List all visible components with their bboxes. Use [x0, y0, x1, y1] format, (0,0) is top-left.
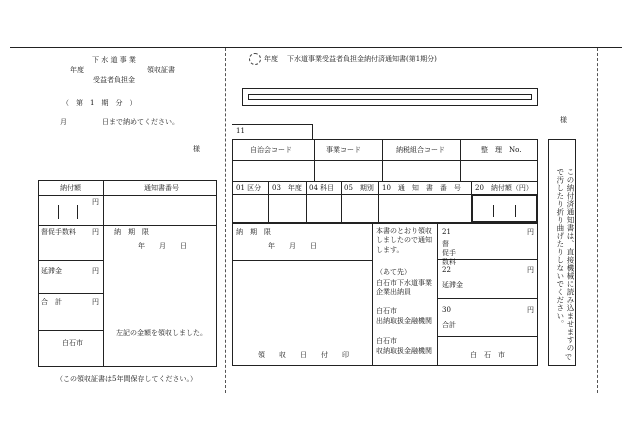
notice-c21-label: 督 促手数料 — [442, 240, 456, 267]
notice-field-11: 11 — [236, 127, 245, 135]
receipt-honorific: 様 — [193, 145, 200, 153]
notice-c30: 30 — [442, 306, 451, 314]
notice-c22: 22 — [442, 266, 451, 274]
notice-receipt-stamp: 領 収 日 付 印 — [258, 351, 349, 359]
notice-bank-2: 収納取扱金融機関 — [376, 347, 432, 355]
receipt-title-line3: 受益者負担金 — [93, 76, 135, 84]
receipt-amount-yen: 円 — [92, 198, 99, 206]
notice-address-to: （あて先） — [376, 268, 411, 276]
perforation-right — [597, 48, 598, 393]
col-tax-combo-code: 納税組合コード — [396, 146, 445, 154]
receipt-installment: （ 第 1 期 分 ） — [62, 99, 137, 107]
receipt-amount-header: 納付額 — [60, 184, 81, 192]
notice-c22-label: 延滞金 — [442, 281, 463, 289]
notice-addressee: 白石市下水道事業企業出納員 — [376, 279, 432, 297]
receipt-due-month: 月 — [60, 118, 67, 126]
receipt-title-line1: 下 水 道 事 業 — [92, 56, 136, 64]
receipt-due-text: 日まで納めてください。 — [102, 118, 179, 126]
stamp-circle-icon — [249, 53, 261, 65]
receipt-city: 白石市 — [62, 339, 83, 347]
col-business-code: 事業コード — [326, 146, 361, 154]
receipt-total-yen: 円 — [92, 298, 99, 306]
col-05: 05 期別 — [344, 184, 374, 192]
side-instruction-text: この納付済通知書は、直接機械に読み込ませますので汚したり折り曲げたりしないでください。 — [555, 168, 575, 352]
notice-bank-1: 出納取扱金融機関 — [376, 317, 432, 325]
col-03: 03 年度 — [272, 184, 302, 192]
amount-highlight-box — [471, 194, 538, 223]
notice-honorific: 様 — [560, 116, 567, 124]
notice-c22-yen: 円 — [527, 266, 534, 274]
notice-bank-2-city: 白石市 — [376, 337, 397, 345]
receipt-late-fee-yen: 円 — [92, 267, 99, 275]
notice-title: 下水道事業受益者負担金納付済通知書(第1期分) — [287, 55, 437, 63]
col-municipal-code: 自治会コード — [250, 146, 292, 154]
top-border — [10, 47, 622, 48]
col-20: 20 納付額（円） — [475, 184, 533, 192]
receipt-footer: （この領収証書は5年間保存してください。） — [56, 375, 197, 383]
receipt-surcharge-yen: 円 — [92, 228, 99, 236]
ocr-strip-inner — [248, 94, 532, 100]
notice-c30-label: 合計 — [442, 321, 456, 329]
col-ref-no: 整 理 No. — [481, 146, 522, 154]
receipt-deadline-date: 年 月 日 — [138, 242, 187, 250]
notice-c21: 21 — [442, 228, 451, 236]
notice-c21-yen: 円 — [527, 228, 534, 236]
col-10: 10 通 知 書 番 号 — [382, 184, 461, 192]
receipt-notice-no-header: 通知書番号 — [144, 184, 179, 192]
notice-deadline-date: 年 月 日 — [268, 242, 317, 250]
side-instruction-suffix: で — [565, 353, 572, 361]
perforation-left — [225, 48, 226, 393]
notice-bank-1-city: 白石市 — [376, 307, 397, 315]
notice-deadline-label: 納 期 限 — [236, 228, 271, 236]
receipt-surcharge-label: 督促手数料 — [41, 228, 76, 236]
notice-title-year: 年度 — [264, 55, 278, 63]
receipt-title-receipt: 領収証書 — [147, 66, 175, 74]
col-01: 01 区分 — [236, 184, 262, 192]
receipt-deadline-label: 納 期 限 — [114, 228, 149, 236]
notice-c30-yen: 円 — [527, 306, 534, 314]
col-04: 04 科目 — [309, 184, 335, 192]
receipt-received-text: 左記の金額を領収しました。 — [116, 329, 207, 337]
receipt-total-label: 合 計 — [41, 298, 62, 306]
receipt-title-year: 年度 — [70, 66, 84, 74]
receipt-late-fee-label: 延滞金 — [41, 267, 62, 275]
notice-city-footer: 白 石 市 — [470, 351, 505, 359]
notice-text: 本書のとおり領収しましたので通知します。 — [376, 227, 432, 254]
